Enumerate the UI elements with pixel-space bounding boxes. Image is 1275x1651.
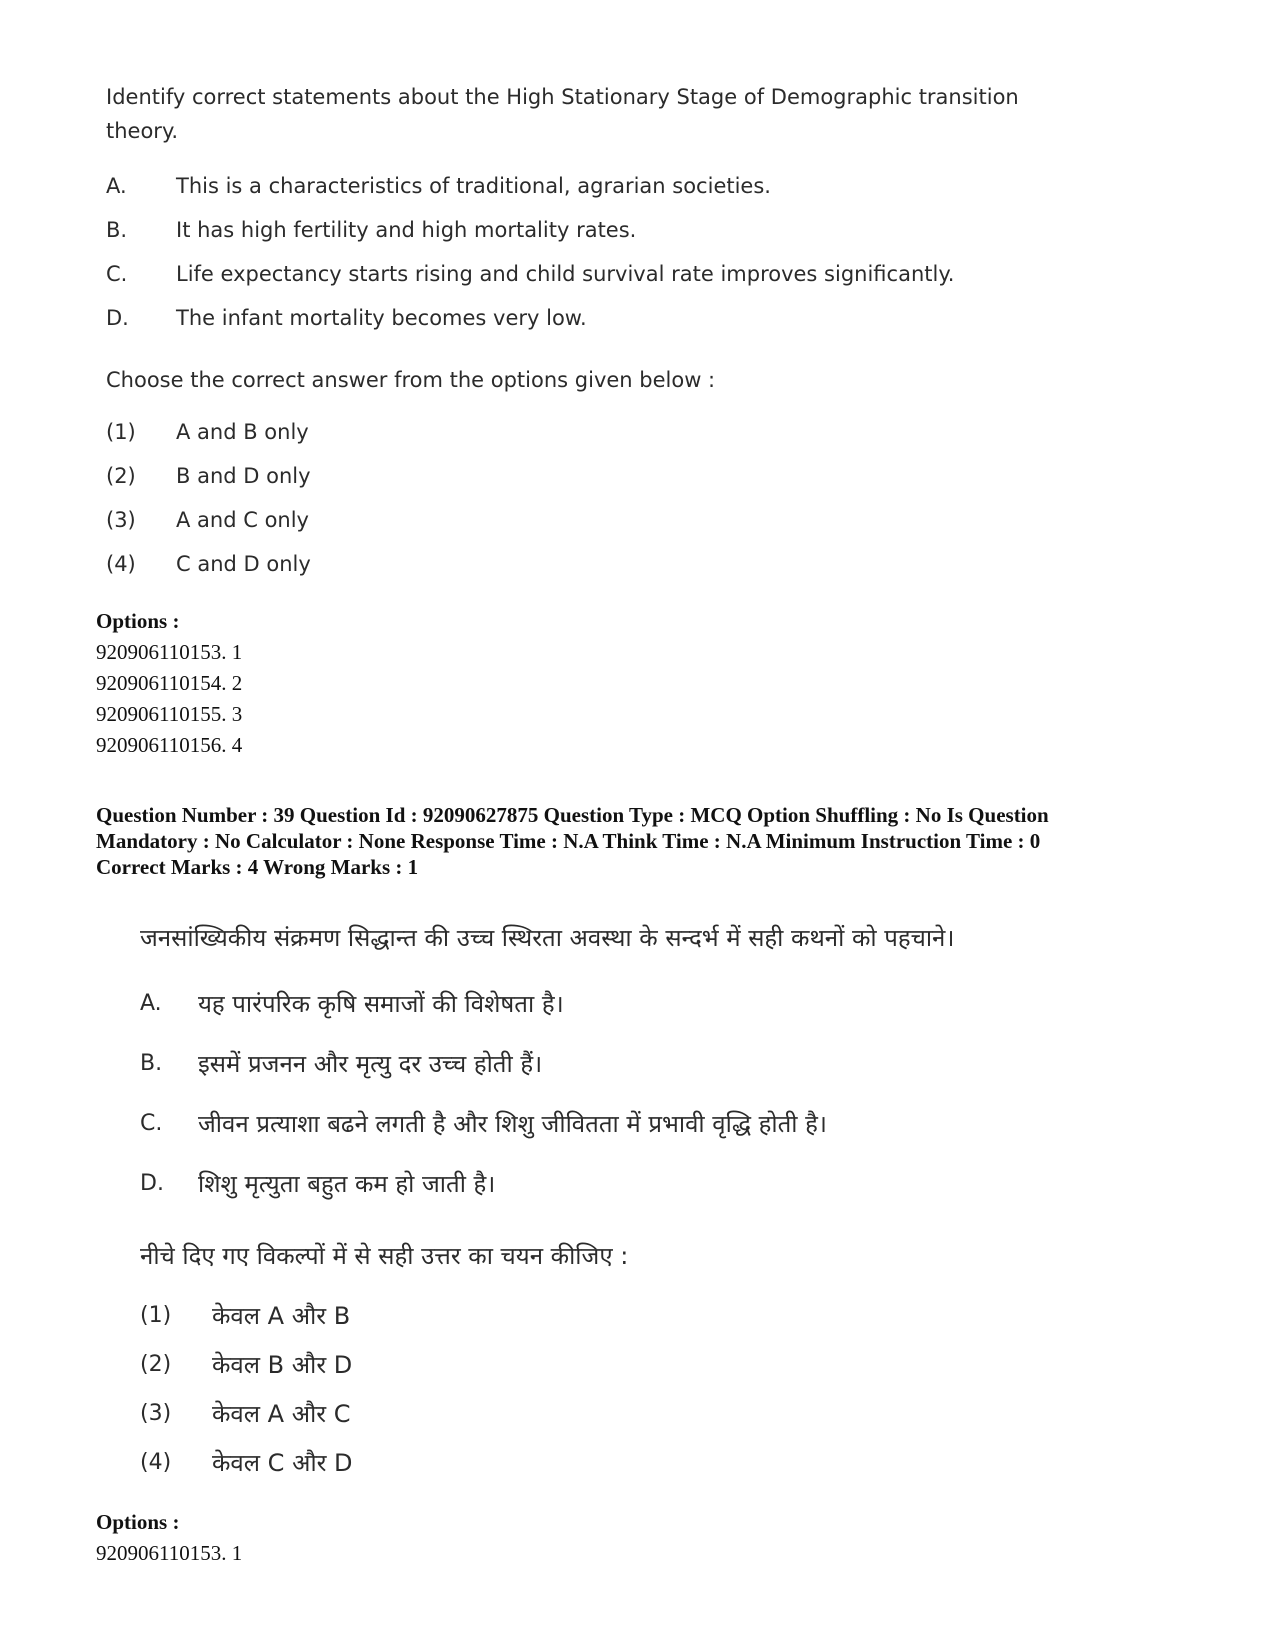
statement-item <box>106 252 1066 296</box>
option-label: (2) <box>140 1352 172 1377</box>
statement-label: B. <box>140 1050 163 1076</box>
option-label: (3) <box>140 1401 172 1426</box>
statement-label: D. <box>106 306 129 330</box>
option-text: केवल A और C <box>212 1400 351 1428</box>
statement-item <box>106 208 1066 252</box>
choose-instruction: नीचे दिए गए विकल्पों में से सही उत्तर का चयन कीजिए : <box>140 1241 629 1270</box>
option-id-line: 920906110153. 1 <box>96 640 243 664</box>
statement-label: C. <box>140 1110 163 1136</box>
answer-option <box>106 410 1066 454</box>
statement-text: The infant mortality becomes very low. <box>176 306 587 330</box>
option-text: केवल A और B <box>212 1302 351 1330</box>
option-text: A and C only <box>176 508 309 532</box>
question-english <box>106 80 1066 586</box>
answer-option <box>106 454 1066 498</box>
answer-option <box>140 1340 1100 1389</box>
statement-text: इसमें प्रजनन और मृत्यु दर उच्च होती हैं। <box>198 1049 543 1078</box>
option-text: C and D only <box>176 552 311 576</box>
question-info-line: Question Number : 39 Question Id : 92090627875 Question Type : MCQ Option Shuffling : No Is Question <box>96 803 1049 827</box>
option-label: (4) <box>140 1450 172 1475</box>
option-id-line: 920906110153. 1 <box>96 1541 243 1565</box>
answer-option <box>140 1389 1100 1438</box>
question-stem: जनसांख्यिकीय संक्रमण सिद्धान्त की उच्च स्थिरता अवस्था के सन्दर्भ में सही कथनों को पहचाने। <box>140 923 955 952</box>
option-label: (2) <box>106 464 136 488</box>
statement-text: यह पारंपरिक कृषि समाजों की विशेषता है। <box>198 989 564 1018</box>
statement-text: Life expectancy starts rising and child survival rate improves significantly. <box>176 262 955 286</box>
options-block <box>96 606 242 761</box>
option-id-line: 920906110156. 4 <box>96 733 243 757</box>
statement-label: B. <box>106 218 128 242</box>
statement-item <box>140 973 1100 1033</box>
statement-label: D. <box>140 1170 164 1196</box>
choose-instruction: Choose the correct answer from the options given below : <box>106 368 716 392</box>
statement-text: शिशु मृत्युता बहुत कम हो जाती है। <box>198 1169 496 1198</box>
answer-option <box>140 1291 1100 1340</box>
option-id-line: 920906110155. 3 <box>96 702 243 726</box>
statement-list <box>140 973 1100 1213</box>
statement-text: This is a characteristics of traditional, agrarian societies. <box>176 174 771 198</box>
statement-item <box>140 1153 1100 1213</box>
question-info-line: Mandatory : No Calculator : None Response Time : N.A Think Time : N.A Minimum Instruction Time : 0 <box>96 829 1041 853</box>
question-info-line: Correct Marks : 4 Wrong Marks : 1 <box>96 855 419 879</box>
question-stem: Identify correct statements about the High Stationary Stage of Demographic transition theory. <box>106 85 1019 143</box>
option-label: (3) <box>106 508 136 532</box>
answer-option-list <box>140 1291 1100 1487</box>
statement-item <box>106 296 1066 340</box>
option-label: (4) <box>106 552 136 576</box>
options-block <box>96 1507 242 1569</box>
statement-item <box>106 164 1066 208</box>
statement-text: जीवन प्रत्याशा बढने लगती है और शिशु जीवितता में प्रभावी वृद्धि होती है। <box>198 1109 827 1138</box>
option-label: (1) <box>140 1303 172 1328</box>
answer-option <box>140 1438 1100 1487</box>
option-text: B and D only <box>176 464 311 488</box>
statement-list <box>106 164 1066 340</box>
statement-label: A. <box>140 990 162 1016</box>
answer-option <box>106 542 1066 586</box>
statement-text: It has high fertility and high mortality rates. <box>176 218 637 242</box>
options-heading: Options : <box>96 609 180 633</box>
option-label: (1) <box>106 420 136 444</box>
option-text: A and B only <box>176 420 309 444</box>
answer-option <box>106 498 1066 542</box>
option-text: केवल B और D <box>212 1351 353 1379</box>
question-hindi <box>140 915 1100 1487</box>
statement-item <box>140 1093 1100 1153</box>
options-heading: Options : <box>96 1510 180 1534</box>
option-text: केवल C और D <box>212 1449 353 1477</box>
option-id-line: 920906110154. 2 <box>96 671 243 695</box>
statement-item <box>140 1033 1100 1093</box>
statement-label: A. <box>106 174 127 198</box>
statement-label: C. <box>106 262 128 286</box>
answer-option-list <box>106 410 1066 586</box>
question-info <box>96 802 1176 880</box>
